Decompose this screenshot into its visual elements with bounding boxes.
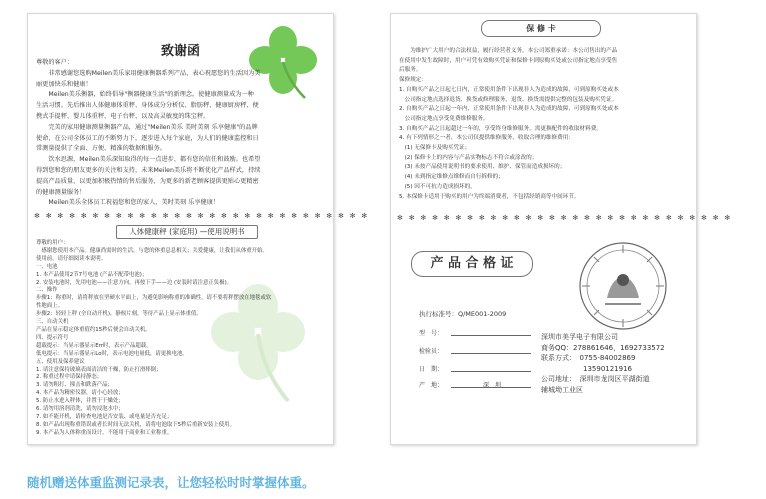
company-address: 公司地址： 深圳市龙岗区平湖街道 [541, 375, 650, 384]
manual-line: 4. 本产品为精密仪器，请小心轻放； [36, 390, 124, 397]
manual-line: 五、使用及保养建议 [36, 358, 85, 365]
promo-caption: 随机赠送体重监测记录表，让您轻松时时掌握体重。 [27, 475, 315, 490]
field-inspector-line [451, 353, 531, 354]
manual-line: 3. 请勿粗打、撞击和跌落产品； [36, 382, 113, 389]
letter-line: Meilen美乐全体员工祝福您和您的家人，美时美刻 乐享健康！ [36, 199, 220, 207]
section-divider: ✻ ✻ ✻ ✻ ✻ ✻ ✻ ✻ ✻ ✻ ✻ ✻ ✻ ✻ ✻ ✻ ✻ ✻ ✻ ✻ ✻ ✻ ✻ ✻ ✻ ✻ ✻ ✻ ✻ [397, 214, 732, 222]
manual-line: 5. 防止水进入秤体，并置于干燥处； [36, 398, 124, 405]
warranty-line: 公司指定地点享受免费维修服务。 [399, 115, 489, 122]
manual-line: 产品在显示稳定体重值约15秒后便会自动关机。 [36, 326, 151, 333]
standard-number: 执行标准号：Q/ME001-2009 [419, 310, 507, 318]
warranty-line: 后服务。 [399, 67, 422, 74]
field-origin-label: 产 地： [419, 382, 444, 389]
field-date-line [451, 371, 531, 372]
letter-line: 得到您和您的朋友更多的关注和支持，未来Meilen美乐将不断优化产品样式，持续 [36, 166, 261, 174]
warranty-line: 3. 自购买产品之日起超过一年的，享受终身维修服务，需更换配件的收取材料费。 [399, 125, 602, 132]
manual-line: 四、提示符号 [36, 334, 69, 341]
company-info [541, 332, 665, 396]
warranty-line: 公司指定地点选择退货、换货或修理服务，退货、换货需提供完整的包装及购买凭证。 [399, 96, 618, 103]
warranty-line: (5) 因不可抗力造成损坏的。 [399, 183, 476, 190]
letter-line: 的健康测量服务！ [36, 188, 86, 196]
field-inspector-label: 检验员： [419, 348, 444, 355]
warranty-line: 为维护广大用户的合法权益，履行经营者义务，本公司郑重承诺：本公司售出的产品 [399, 48, 618, 54]
warranty-line: 5. 本保修卡适用于购买的用户为终端消费者，不包括经销商等中间环节。 [399, 193, 580, 200]
letter-line: 完美的家用健康测量衡器产品，通过"Meilen美乐 美时美刻 乐享健康"的品牌 [36, 123, 258, 131]
warranty-title: 保 修 卡 [526, 24, 556, 33]
warranty-text [399, 47, 691, 202]
letter-line: 非常感谢您选购Meilen美乐家用健康衡器系列产品，表心祝愿您的生活因为美 [36, 69, 261, 77]
section-divider: ✻ ✻ ✻ ✻ ✻ ✻ ✻ ✻ ✻ ✻ ✻ ✻ ✻ ✻ ✻ ✻ ✻ ✻ ✻ ✻ ✻ ✻ ✻ ✻ ✻ ✻ ✻ ✻ ✻ [34, 212, 369, 220]
field-date-label: 日 期： [419, 366, 444, 373]
company-qq: 商务QQ：278861646，1692733572 [541, 343, 665, 352]
warranty-line: (2) 保修卡上的内容与产品实物标志不符合或涂改的； [399, 154, 538, 161]
warranty-line: (4) 未到指定维修点维修而自行拆修的； [399, 174, 504, 181]
warranty-line: (3) 未按产品使用说明书的要求使用、维护、保管而造成损坏的； [399, 164, 566, 171]
manual-line: 6. 请勿用溶剂清洗，请勿浸泡水中； [36, 406, 124, 413]
letter-line: 饮水思源，Meilen美乐深知取得的每一点进步，都有您的信任和鼓励。也希望 [36, 156, 261, 164]
manual-line: 9. 本产品为人体称重而设计，不能用于商业和工业称重。 [36, 429, 173, 436]
warranty-line: 1. 自购买产品之日起七日内，正常使用条件下出现非人为造成的故障，可到原购买处或本 [399, 86, 619, 93]
manual-line: 步骤1：称重时，请将秤放在坚硬水平面上，为避免影响称重的准确性，请不要将秤摆放在地毯或软 [36, 295, 272, 302]
warranty-title-box [481, 20, 601, 37]
company-address-2: 辅城坳工业区 [541, 385, 583, 394]
letter-line: 携式手提秤、婴儿体重秤、电子台秤、以及高灵敏度的珠宝秤。 [36, 112, 210, 120]
certificate-title: 产 品 合 格 证 [430, 256, 514, 271]
letter-line: Meilen美乐衡器，始终倡导"衡器健康生活"的新理念。使健康测量成为一种 [36, 91, 254, 99]
quality-seal-icon [577, 240, 669, 332]
thank-you-manual-sheet [27, 13, 369, 445]
warranty-line: 在使用中发生故障时，用户可凭有效购买凭证和保修卡到原购买处或公司指定地点享受售 [399, 57, 618, 64]
company-mobile: 13590121916 [541, 364, 632, 373]
letter-line: 使命，在公司全体员工的不断努力下，逐步进入每个家庭，为人们的健康监控和日 [36, 134, 259, 142]
letter-line: 提高产品质量，以更加积极热情的售后服务，为更多的新老顾客提供更贴心更精密 [36, 177, 259, 185]
field-origin-value: 深 圳 [483, 382, 502, 389]
manual-line: 三、自动关机 [36, 319, 69, 326]
company-name: 深圳市美孚电子有限公司 [541, 333, 618, 341]
manual-line: 使用前，请仔细阅读本说明。 [36, 255, 107, 262]
manual-text [36, 240, 328, 438]
warranty-line: 4. 有下列情形之一者，本公司仅提供维修服务，收取合理的维修费用： [399, 135, 574, 142]
manual-line: 8. 如产品出现称重错误或者长时间无法关机，请将电池取下5秒后重新安装上使用。 [36, 421, 235, 428]
warranty-certificate-sheet [390, 13, 732, 445]
letter-line: 常测量提供了全面、方便、精准的数据和服务。 [36, 145, 166, 153]
field-origin-line [451, 387, 531, 388]
manual-title: 人体健康秤 (家庭用) —使用说明书 [129, 227, 245, 236]
certificate-title-box [411, 251, 533, 277]
manual-line: 2. 安装电池时，先用电池——注意方向，再按下手——边 (安装时请注意正负极)。 [36, 279, 233, 286]
manual-line: 一、电池 [36, 263, 58, 270]
letter-line: 丽更加快乐和健康！ [36, 80, 92, 88]
warranty-line: 保修规定： [399, 77, 427, 84]
manual-line: 性地面上。 [36, 303, 63, 310]
letter-line: 尊敬的客户： [36, 59, 74, 66]
warranty-line: (1) 无保修卡及购买凭证； [399, 145, 471, 152]
manual-line: 超载提示：当显示器显示Err时，表示产品超载。 [36, 342, 152, 349]
manual-line: 低电提示：当显示器显示Lo时，表示电池电量低，请更换电池。 [36, 350, 188, 357]
manual-line: 感谢您使用本产品。健康尚需时的生活，与您的体重息息相关；关爱健康，让我们从体重开始。 [36, 247, 268, 254]
manual-title-box [116, 225, 258, 239]
manual-line: 1. 本产品使用2节7号电池 (产品不配带电池)； [36, 271, 148, 278]
warranty-line: 2. 自购买产品之日起一年内，正常使用条件下出现非人为造成的故障，可到原购买处或本 [399, 106, 619, 113]
letter-line: 生活习惯。先后推出人体健康体重秤、身体成分分析仪、脂肪秤、健康厨房秤、便 [36, 102, 259, 110]
field-model-label: 型 号： [419, 330, 444, 337]
thank-you-title: 致谢函 [160, 44, 200, 59]
manual-line: 7. 如不能开机，请检查电池是否安装、或电量是否充足； [36, 413, 173, 420]
manual-line: 二、操作 [36, 287, 58, 294]
thank-you-letter [36, 58, 326, 209]
field-model-line [451, 335, 531, 336]
company-phone: 联系方式： 0755-84002869 [541, 354, 636, 363]
manual-line: 1. 请注意保持玻璃表面清洁的干燥，防止打滑摔倒； [36, 366, 162, 373]
manual-line: 步骤2：轻轻上秤 (全自动开机)，静候片刻，等待产品上显示体重值。 [36, 311, 202, 318]
manual-line: 尊敬的用户： [36, 240, 69, 246]
manual-line: 2. 称重过程中请保持静态； [36, 374, 103, 381]
